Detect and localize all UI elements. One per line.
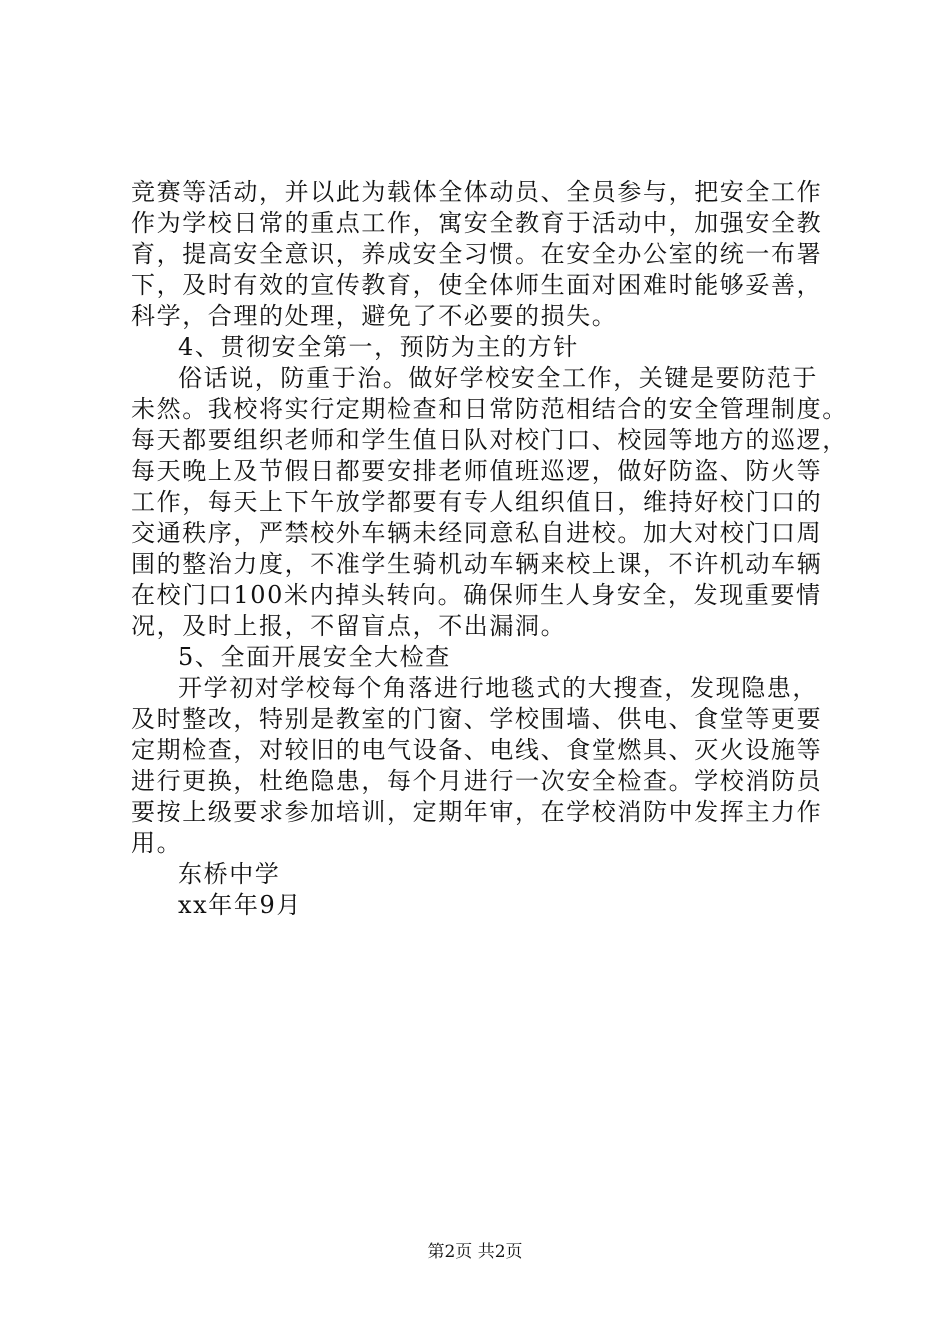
body-line-11: 工作，每天上下午放学都要有专人组织值日，维持好校门口的 [131, 488, 823, 516]
body-line-22: 用。 [131, 829, 183, 857]
body-line-21: 要按上级要求参加培训，定期年审，在学校消防中发挥主力作 [131, 798, 823, 826]
body-line-7: 俗话说，防重于治。做好学校安全工作，关键是要防范于 [178, 364, 818, 392]
body-line-8: 未然。我校将实行定期检查和日常防范相结合的安全管理制度。 [131, 395, 848, 423]
body-line-5: 科学，合理的处理，避免了不必要的损失。 [131, 302, 618, 330]
body-line-2: 作为学校日常的重点工作，寓安全教育于活动中，加强安全教 [131, 209, 823, 237]
section-heading-4: 4、贯彻安全第一，预防为主的方针 [178, 333, 579, 361]
signature-school: 东桥中学 [178, 860, 281, 888]
section-heading-5: 5、全面开展安全大检查 [178, 643, 451, 671]
page-footer: 第2页 共2页 [427, 1242, 523, 1262]
body-line-3: 育，提高安全意识，养成安全习惯。在安全办公室的统一布署 [131, 240, 823, 268]
body-line-13: 围的整治力度，不准学生骑机动车辆来校上课，不许机动车辆 [131, 550, 823, 578]
body-line-20: 进行更换，杜绝隐患，每个月进行一次安全检查。学校消防员 [131, 767, 823, 795]
body-line-1: 竞赛等活动，并以此为载体全体动员、全员参与，把安全工作 [131, 178, 823, 206]
body-line-17: 开学初对学校每个角落进行地毯式的大搜查，发现隐患， [178, 674, 818, 702]
signature-date: xx年年9月 [178, 891, 302, 919]
body-line-9: 每天都要组织老师和学生值日队对校门口、校园等地方的巡逻， [131, 426, 848, 454]
body-line-4: 下，及时有效的宣传教育，使全体师生面对困难时能够妥善， [131, 271, 823, 299]
body-line-19: 定期检查，对较旧的电气设备、电线、食堂燃具、灭火设施等 [131, 736, 823, 764]
body-line-12: 交通秩序，严禁校外车辆未经同意私自进校。加大对校门口周 [131, 519, 823, 547]
body-line-15: 况，及时上报，不留盲点，不出漏洞。 [131, 612, 567, 640]
body-line-10: 每天晚上及节假日都要安排老师值班巡逻，做好防盗、防火等 [131, 457, 823, 485]
body-line-18: 及时整改，特别是教室的门窗、学校围墙、供电、食堂等更要 [131, 705, 823, 733]
body-line-14: 在校门口100米内掉头转向。确保师生人身安全，发现重要情 [131, 581, 822, 609]
